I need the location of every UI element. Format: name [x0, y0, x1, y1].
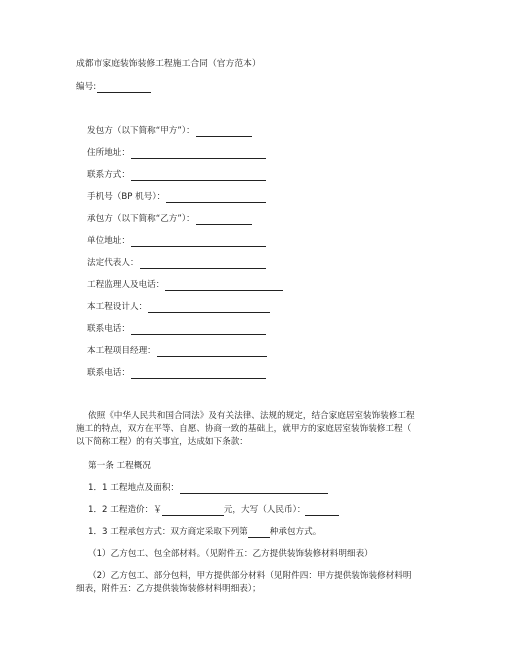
field-blank[interactable] [131, 148, 266, 159]
field-blank[interactable] [131, 236, 266, 247]
field-row-party-a-mobile [87, 191, 266, 203]
field-blank[interactable] [148, 302, 270, 313]
field-label: 联系方式： [87, 170, 130, 180]
option-2-line-2: 细表，附件五：乙方提供装饰装修材料明细表）； [76, 584, 261, 594]
clause-label-mid: 元，大写（人民币）： [223, 505, 306, 515]
field-row-designer [87, 301, 270, 313]
option-2-line-1: （2）乙方包工、部分包料，甲方提供部分材料（见附件四：甲方提供装饰装修材料明 [88, 571, 412, 581]
field-blank[interactable] [131, 170, 266, 181]
field-label: 工程监理人及电话： [87, 280, 165, 290]
field-label: 发包方（以下简称“甲方”）： [87, 126, 195, 136]
price-number-blank[interactable] [162, 505, 224, 516]
contract-number-label: 编号: [76, 82, 97, 92]
field-row-party-a-address [87, 147, 266, 159]
option-1: （1）乙方包工、包全部材料。（见附件五：乙方提供装饰装修材料明细表） [88, 549, 373, 559]
clause-1-1 [88, 482, 328, 494]
field-blank[interactable] [131, 324, 266, 335]
field-label: 承包方（以下简称“乙方”）： [87, 214, 195, 224]
clause-1-2 [88, 504, 339, 516]
clause-label-suffix: 种承包方式。 [269, 527, 322, 537]
field-label: 本工程项目经理： [87, 346, 156, 356]
field-row-designer-phone [87, 323, 266, 335]
field-row-party-b-address [87, 235, 266, 247]
price-words-blank[interactable] [305, 505, 339, 516]
field-label: 住所地址： [87, 148, 130, 158]
field-row-party-a [87, 125, 252, 137]
field-blank[interactable] [131, 368, 266, 379]
preamble-line-2: 施工的特点，双方在平等、自愿、协商一致的基础上，就甲方的家庭居室装饰装修工程（ [76, 424, 412, 434]
field-label: 单位地址： [87, 236, 130, 246]
clause-label: 1．2 工程造价：￥ [88, 505, 162, 515]
field-row-project-manager [87, 345, 267, 357]
field-row-manager-phone [87, 367, 266, 379]
field-label: 联系电话： [87, 368, 130, 378]
preamble-line-1: 依照《中华人民共和国合同法》及有关法律、法规的规定，结合家庭居室装饰装修工程 [88, 411, 415, 421]
preamble-line-3: 以下简称工程）的有关事宜，达成如下条款： [76, 437, 248, 447]
clause-1-3 [88, 526, 321, 538]
contract-method-blank[interactable] [248, 527, 270, 538]
field-row-supervisor-phone [87, 279, 283, 291]
field-row-party-b [87, 213, 252, 225]
field-blank[interactable] [196, 126, 252, 137]
location-area-blank[interactable] [180, 483, 328, 494]
contract-number-row [76, 81, 151, 93]
field-blank[interactable] [196, 214, 252, 225]
clause-label: 1．1 工程地点及面积： [88, 483, 180, 493]
field-label: 联系电话： [87, 324, 130, 334]
field-blank[interactable] [166, 192, 266, 203]
clause-label: 1．3 工程承包方式：双方商定采取下列第 [88, 527, 248, 537]
contract-number-blank[interactable] [97, 82, 151, 93]
article-1-heading: 第一条 工程概况 [88, 461, 151, 471]
field-label: 本工程设计人： [87, 302, 148, 312]
field-row-legal-representative [87, 257, 266, 269]
document-title: 成都市家庭装饰装修工程施工合同（官方范本） [76, 59, 261, 69]
field-label: 法定代表人： [87, 258, 139, 268]
field-row-party-a-contact [87, 169, 266, 181]
field-blank[interactable] [140, 258, 266, 269]
field-label: 手机号（BP 机号）： [87, 192, 166, 202]
field-blank[interactable] [165, 280, 283, 291]
field-blank[interactable] [157, 346, 267, 357]
